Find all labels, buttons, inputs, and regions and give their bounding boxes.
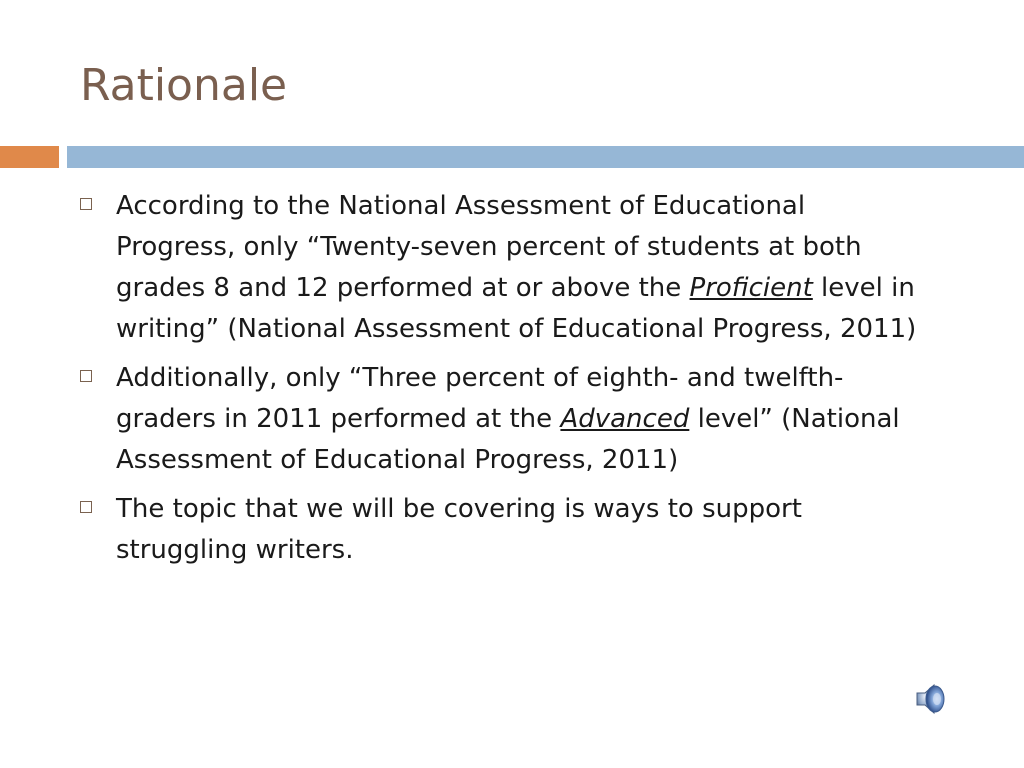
speaker-icon[interactable] (912, 680, 950, 718)
bullet-list (80, 186, 930, 579)
square-bullet-icon (80, 370, 92, 382)
bullet-item (80, 186, 930, 350)
bullet-text-continued: level” (National Assessment of Educational Progress, 2011) (116, 404, 900, 475)
square-bullet-icon (80, 501, 92, 513)
speaker-icon-graphic (912, 680, 950, 718)
square-bullet-icon (80, 198, 92, 210)
bullet-item (80, 489, 930, 571)
bullet-text-continued: level in writing” (National Assessment of Educational Progress, 2011) (116, 273, 917, 344)
bullet-text: According to the National Assessment of Educational Progress, only “Twenty-seven percent of students at both grades 8 and 12 performed at or above the (116, 191, 862, 303)
bullet-item (80, 358, 930, 481)
slide-title: Rationale (80, 60, 288, 111)
bullet-emphasis: Proficient (689, 273, 813, 303)
bullet-text: The topic that we will be covering is ways to support struggling writers. (116, 494, 802, 565)
title-rule-orange (0, 146, 59, 168)
bullet-emphasis: Advanced (560, 404, 690, 434)
title-rule-blue (67, 146, 1024, 168)
bullet-text: Additionally, only “Three percent of eighth- and twelfth-graders in 2011 performed at the (116, 363, 844, 434)
